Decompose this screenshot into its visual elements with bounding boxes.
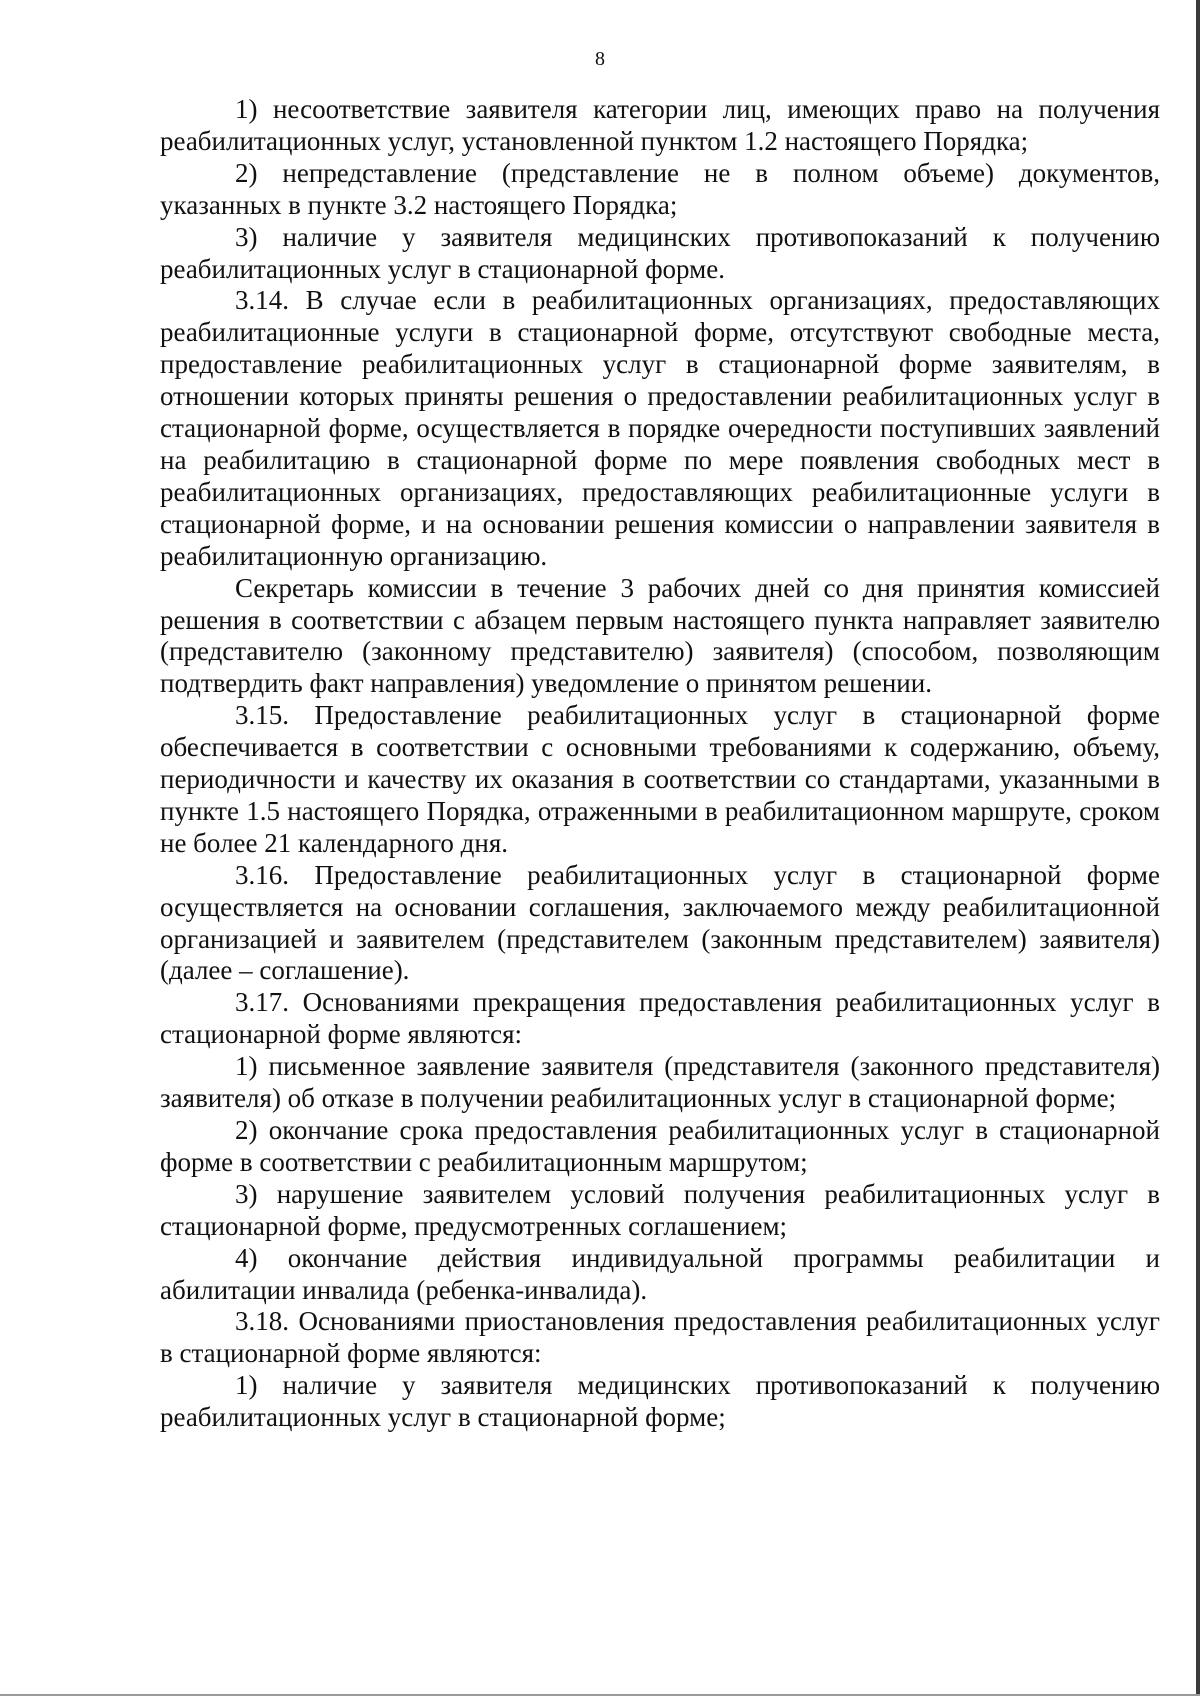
paragraph-termination-item-3: 3) нарушение заявителем условий получения реабилитационных услуг в стационарной форме, предусмотренных соглашением; xyxy=(160,1178,1160,1241)
paragraph-clause-3-14: 3.14. В случае если в реабилитационных организациях, предоставляющих реабилитационные услуги в стационарной форме, отсутствуют свободные места, предоставление реабилитационных услуг в стационарной форме заявителям, в отношении которых приняты решения о предоставлении реабилитационных услуг в стационарной форме, осуществляется в порядке очередности поступивших заявлений на реабилитацию в стационарной форме по мере появления свободных мест в реабилитационных организациях, предоставляющих реабилитационные услуги в стационарной форме, и на основании решения комиссии о направлении заявителя в реабилитационную организацию. xyxy=(160,285,1160,571)
paragraph-suspension-item-1: 1) наличие у заявителя медицинских противопоказаний к получению реабилитационных услуг в стационарной форме; xyxy=(160,1370,1160,1433)
scan-edge-right xyxy=(1196,0,1200,1696)
paragraph-refusal-item-3: 3) наличие у заявителя медицинских противопоказаний к получению реабилитационных услуг в стационарной форме. xyxy=(160,221,1160,284)
paragraph-termination-item-1: 1) письменное заявление заявителя (представителя (законного представителя) заявителя) об отказе в получении реабилитационных услуг в стационарной форме; xyxy=(160,1051,1160,1114)
paragraph-termination-item-2: 2) окончание срока предоставления реабилитационных услуг в стационарной форме в соответствии с реабилитационным маршрутом; xyxy=(160,1115,1160,1177)
paragraph-refusal-item-2: 2) непредставление (представление не в полном объеме) документов, указанных в пункте 3.2 настоящего Порядка; xyxy=(160,157,1160,220)
document-body xyxy=(160,94,1160,1434)
paragraph-clause-3-15: 3.15. Предоставление реабилитационных услуг в стационарной форме обеспечивается в соответствии с основными требованиями к содержанию, объему, периодичности и качеству их оказания в соответствии со стандартами, указанными в пункте 1.5 настоящего Порядка, отраженными в реабилитационном маршруте, сроком не более 21 календарного дня. xyxy=(160,700,1160,858)
paragraph-clause-3-16: 3.16. Предоставление реабилитационных услуг в стационарной форме осуществляется на основании соглашения, заключаемого между реабилитационной организацией и заявителем (представителем (законным представителем) заявителя) (далее – соглашение). xyxy=(160,859,1160,986)
page-number: 8 xyxy=(595,48,605,70)
paragraph-refusal-item-1: 1) несоответствие заявителя категории лиц, имеющих право на получения реабилитационных услуг, установленной пунктом 1.2 настоящего Порядка; xyxy=(160,94,1160,156)
paragraph-secretary-notice: Секретарь комиссии в течение 3 рабочих дней со дня принятия комиссией решения в соответствии с абзацем первым настоящего пункта направляет заявителю (представителю (законному представителю) заявителя) (способом, позволяющим подтвердить факт направления) уведомление о принятом решении. xyxy=(160,572,1160,699)
paragraph-clause-3-18: 3.18. Основаниями приостановления предоставления реабилитационных услуг в стационарной форме являются: xyxy=(160,1306,1160,1369)
paragraph-clause-3-17: 3.17. Основаниями прекращения предоставления реабилитационных услуг в стационарной форме являются: xyxy=(160,987,1160,1050)
paragraph-termination-item-4: 4) окончание действия индивидуальной программы реабилитации и абилитации инвалида (ребенка-инвалида). xyxy=(160,1242,1160,1305)
